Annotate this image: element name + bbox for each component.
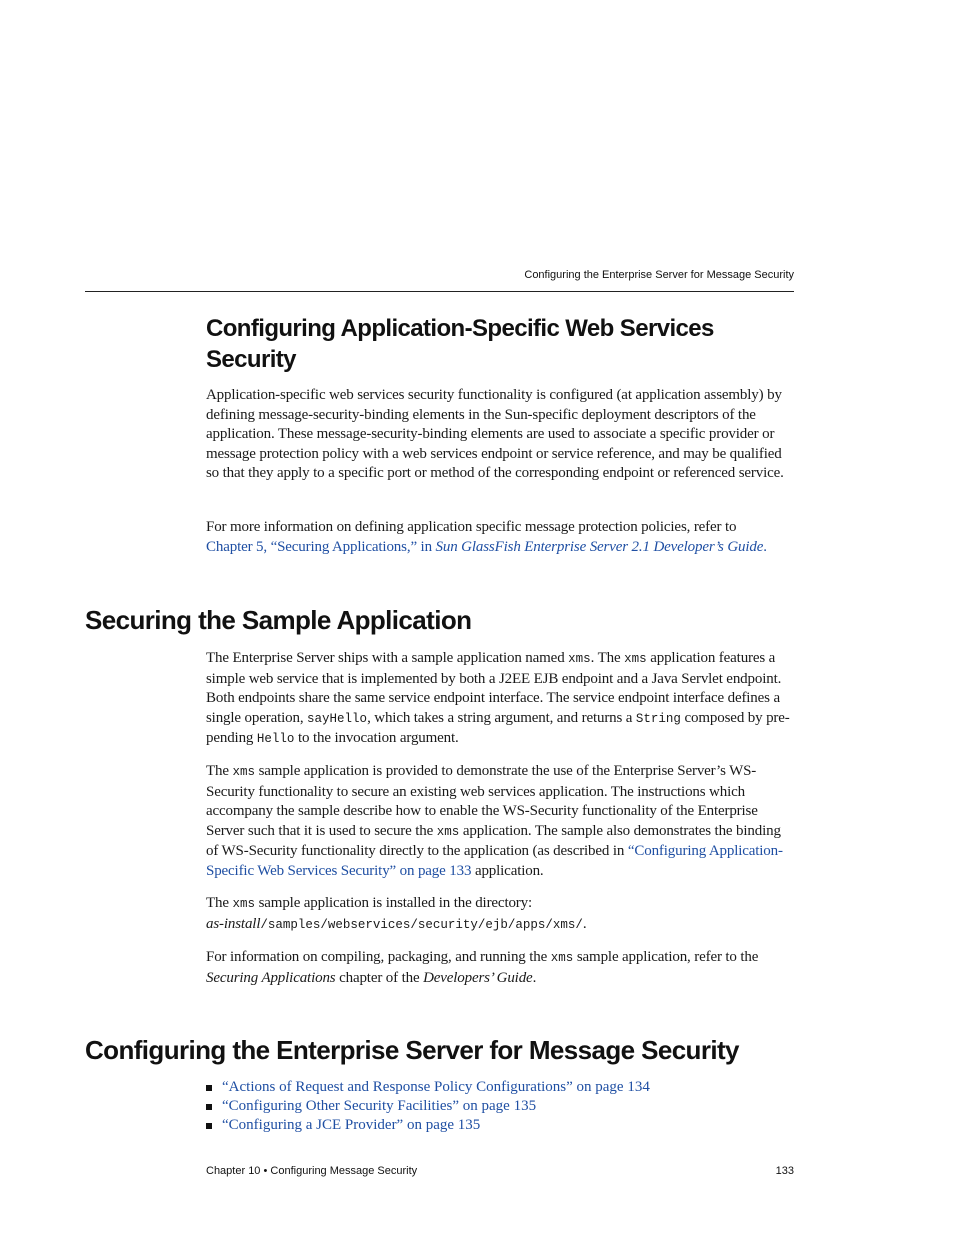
text: application features a simple web service that is implemented by both a J2EE EJB endpoint and a Java Servlet endpoint. Both endpoints share the same service endpoint interface. The service endpoint interface defines a single operation, xyxy=(206,650,782,726)
section-title-line1: Configuring Application-Specific Web Services xyxy=(206,315,714,342)
section-title-line2: Security xyxy=(206,346,296,373)
policy-configurations-link[interactable]: “Actions of Request and Response Policy Configurations” on page 134 xyxy=(222,1079,650,1095)
code-xms: xms xyxy=(568,652,591,666)
list-item xyxy=(206,1097,796,1116)
jce-provider-link[interactable]: “Configuring a JCE Provider” on page 135 xyxy=(222,1117,481,1133)
more-info-text: For more information on defining application specific message protection policies, refer to xyxy=(206,519,737,535)
bullet-icon xyxy=(206,1104,212,1110)
running-header: Configuring the Enterprise Server for Message Security xyxy=(524,269,794,281)
text: The Enterprise Server ships with a sample application named xyxy=(206,650,565,666)
developers-guide-title: Developers’ Guide xyxy=(423,969,533,986)
footer-chapter-number: Chapter 10 xyxy=(206,1165,261,1177)
bullet-icon xyxy=(206,1085,212,1091)
code-xms: xms xyxy=(550,951,574,965)
code-string: String xyxy=(635,711,681,726)
text: chapter of the xyxy=(339,969,420,986)
code-hello: Hello xyxy=(256,732,295,746)
text: application. The sample also demonstrates the binding of WS-Security functionality directly to the application (as described in xyxy=(206,822,781,859)
app-specific-security-link[interactable]: “Configuring Application-Specific Web Services Security” on page 133 xyxy=(206,843,783,879)
footer-chapter-title: Configuring Message Security xyxy=(270,1165,418,1177)
text: The xyxy=(206,895,229,911)
text: sample application, refer to the xyxy=(576,949,759,965)
path-samples: /samples/webservices/security/ejb/apps/xms/ xyxy=(260,917,583,932)
text: application. xyxy=(474,862,544,879)
text: . xyxy=(582,915,587,932)
securing-applications-title: Securing Applications xyxy=(206,969,336,986)
text: sample application is installed in the directory: xyxy=(258,895,533,911)
code-sayhello: sayHello xyxy=(307,711,368,726)
developers-guide-link-title: Sun GlassFish Enterprise Server 2.1 Developer’s Guide xyxy=(435,538,764,555)
developers-guide-link-period: . xyxy=(763,538,767,555)
developers-guide-link[interactable] xyxy=(206,539,767,555)
developers-guide-link-text: Chapter 5, “Securing Applications,” in xyxy=(206,538,432,555)
related-links-list xyxy=(206,1078,796,1135)
text: The xyxy=(206,763,229,779)
code-xms: xms xyxy=(436,824,460,839)
text: sample application is provided to demonstrate the use of the Enterprise Server’s WS-Security functionality to secure an existing web services application. The instructions which accompany the sample describe how to enable the WS-Security functionality of the Enterprise Server such that it is used to secure the xyxy=(206,763,758,839)
path-as-install: as-install xyxy=(206,915,261,932)
page-number: 133 xyxy=(775,1165,794,1177)
paragraph-sample-location xyxy=(206,894,796,935)
code-xms: xms xyxy=(232,765,255,779)
paragraph-sample-intro xyxy=(206,649,796,750)
paragraph-app-specific-intro: Application-specific web services security functionality is configured (at application assembly) by defining message-security-binding elements in the Sun-specific deployment descriptors of the application. These message-security-binding elements are used to associate a specific provider or message protection policy with a web services endpoint or service reference, and may be qualified so that they apply to a specific port or method of the corresponding endpoint or referenced service. xyxy=(206,387,784,481)
text: For information on compiling, packaging, and running the xyxy=(206,949,548,965)
list-item xyxy=(206,1078,796,1097)
section-title-message-security: Configuring the Enterprise Server for Message Security xyxy=(85,1035,739,1065)
text: . The xyxy=(590,650,621,666)
text: , which takes a string argument, and returns a xyxy=(367,709,633,726)
paragraph-sample-more-info xyxy=(206,948,796,988)
code-xms: xms xyxy=(232,897,255,911)
text: composed by pre-pending xyxy=(206,709,790,746)
footer-separator: • xyxy=(263,1165,268,1177)
text: to the invocation argument. xyxy=(298,730,459,746)
paragraph-sample-purpose xyxy=(206,762,796,881)
other-security-facilities-link[interactable]: “Configuring Other Security Facilities” on page 135 xyxy=(222,1098,537,1114)
code-xms: xms xyxy=(624,652,647,666)
section-title-app-specific-security xyxy=(206,313,714,375)
header-rule xyxy=(85,291,794,292)
paragraph-more-info xyxy=(206,518,796,557)
list-item xyxy=(206,1116,796,1135)
section-title-sample-application: Securing the Sample Application xyxy=(85,605,472,635)
bullet-icon xyxy=(206,1123,212,1129)
footer-chapter xyxy=(206,1165,417,1177)
text: . xyxy=(532,969,537,986)
